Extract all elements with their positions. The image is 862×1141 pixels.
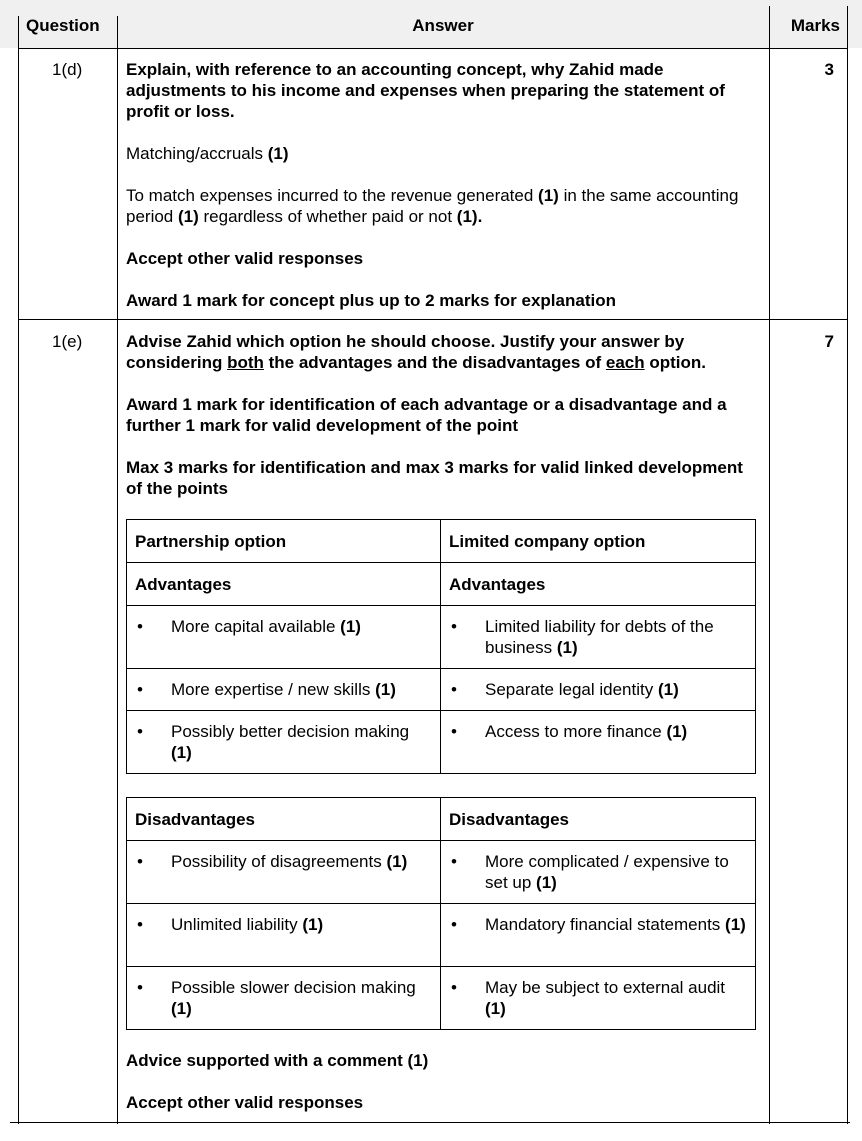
limited-disadvantages-label: Disadvantages <box>441 798 756 841</box>
award-note: Award 1 mark for identification of each advantage or a disadvantage and a further 1 mark for valid development of the point <box>126 395 727 435</box>
point-text: Access to more finance <box>485 722 662 741</box>
partnership-disadvantage <box>127 967 441 1030</box>
point-text: Limited liability for debts of the business <box>485 617 714 657</box>
explanation-part: in the same accounting period <box>126 186 739 226</box>
accept-note: Accept other valid responses <box>126 1093 364 1112</box>
question-prompt <box>126 331 762 373</box>
partnership-advantage <box>127 606 441 669</box>
bullet-icon: • <box>137 722 143 741</box>
point-mark: (1) <box>485 999 506 1018</box>
point-text: More expertise / new skills <box>171 680 371 699</box>
concept-text: Matching/accruals <box>126 144 264 163</box>
bullet-icon: • <box>451 680 457 699</box>
accept-note: Accept other valid responses <box>126 249 364 268</box>
table-row <box>127 904 756 967</box>
point-mark: (1) <box>725 915 746 934</box>
concept-mark: (1) <box>267 144 289 163</box>
point-text: Possible slower decision making <box>171 978 416 997</box>
bullet-icon: • <box>137 617 143 636</box>
question-prompt: Explain, with reference to an accounting concept, why Zahid made adjustments to his income and expenses when preparing the statement of profit or loss. <box>126 60 725 121</box>
advantages-label-row <box>127 563 756 606</box>
point-mark: (1) <box>302 915 324 934</box>
question-number: 1(d) <box>52 60 83 79</box>
bullet-icon: • <box>451 617 457 636</box>
bullet-icon: • <box>137 680 143 699</box>
award-note: Award 1 mark for concept plus up to 2 marks for explanation <box>126 291 616 310</box>
explanation-mark: (1) <box>538 186 559 205</box>
point-text: More complicated / expensive to set up <box>485 852 729 892</box>
max-marks-note: Max 3 marks for identification and max 3 marks for valid linked development of the points <box>126 458 743 498</box>
table-row <box>127 669 756 711</box>
bullet-icon: • <box>451 915 457 934</box>
point-text: Separate legal identity <box>485 680 654 699</box>
point-text: May be subject to external audit <box>485 978 726 997</box>
point-mark: (1) <box>657 680 679 699</box>
disadvantages-label-row <box>127 798 756 841</box>
disadvantages-table <box>126 797 756 1030</box>
limited-advantage <box>441 669 756 711</box>
point-text: More capital available <box>171 617 336 636</box>
point-mark: (1) <box>171 743 192 762</box>
bullet-icon: • <box>451 978 457 997</box>
point-text: Possibly better decision making <box>171 722 410 741</box>
partnership-option-header: Partnership option <box>127 520 441 563</box>
point-mark: (1) <box>375 680 396 699</box>
point-text: Mandatory financial statements <box>485 915 721 934</box>
marks-value: 3 <box>824 60 834 79</box>
point-mark: (1) <box>171 999 192 1018</box>
option-header-row <box>127 520 756 563</box>
explanation-answer <box>126 185 762 227</box>
right-border <box>847 6 848 1124</box>
limited-advantages-label: Advantages <box>441 563 756 606</box>
point-text: Possibility of disagreements <box>171 852 382 871</box>
point-mark: (1) <box>386 852 408 871</box>
question-column-divider <box>117 16 118 1124</box>
marks-column-divider <box>769 6 770 1124</box>
partnership-advantages-label: Advantages <box>127 563 441 606</box>
table-row <box>127 711 756 774</box>
prompt-text: Advise Zahid which option he should choose. Justify your answer by considering <box>126 332 685 372</box>
bottom-border <box>10 1122 850 1123</box>
table-row <box>127 841 756 904</box>
point-mark: (1) <box>666 722 688 741</box>
limited-disadvantage <box>441 967 756 1030</box>
partnership-advantage <box>127 711 441 774</box>
table-row <box>127 606 756 669</box>
explanation-mark: (1) <box>178 207 199 226</box>
marks-value: 7 <box>824 332 834 351</box>
partnership-disadvantage <box>127 904 441 967</box>
point-mark: (1) <box>340 617 361 636</box>
partnership-disadvantage <box>127 841 441 904</box>
point-text: Unlimited liability <box>171 915 298 934</box>
partnership-disadvantages-label: Disadvantages <box>127 798 441 841</box>
bullet-icon: • <box>137 915 143 934</box>
bullet-icon: • <box>137 852 143 871</box>
bullet-icon: • <box>137 978 143 997</box>
prompt-emphasis: both <box>227 353 264 372</box>
limited-disadvantage <box>441 904 756 967</box>
limited-advantage <box>441 606 756 669</box>
bullet-icon: • <box>451 722 457 741</box>
explanation-mark: (1). <box>456 207 483 226</box>
partnership-advantage <box>127 669 441 711</box>
header-marks: Marks <box>790 16 840 35</box>
concept-answer <box>126 143 762 164</box>
advantages-table <box>126 519 756 774</box>
limited-company-option-header: Limited company option <box>441 520 756 563</box>
point-mark: (1) <box>556 638 578 657</box>
explanation-part: regardless of whether paid or not <box>203 207 453 226</box>
prompt-text: option. <box>644 353 707 372</box>
table-row <box>127 967 756 1030</box>
header-question: Question <box>26 16 100 35</box>
point-mark: (1) <box>536 873 557 892</box>
advice-note: Advice supported with a comment (1) <box>126 1051 429 1070</box>
question-number: 1(e) <box>52 332 83 351</box>
limited-disadvantage <box>441 841 756 904</box>
explanation-part: To match expenses incurred to the revenue generated <box>126 186 534 205</box>
row-divider <box>18 319 848 320</box>
header-divider <box>18 48 848 49</box>
prompt-text: the advantages and the disadvantages of <box>263 353 606 372</box>
prompt-emphasis: each <box>605 353 645 372</box>
bullet-icon: • <box>451 852 457 871</box>
limited-advantage <box>441 711 756 774</box>
left-border <box>18 16 19 1124</box>
header-answer: Answer <box>412 16 474 35</box>
